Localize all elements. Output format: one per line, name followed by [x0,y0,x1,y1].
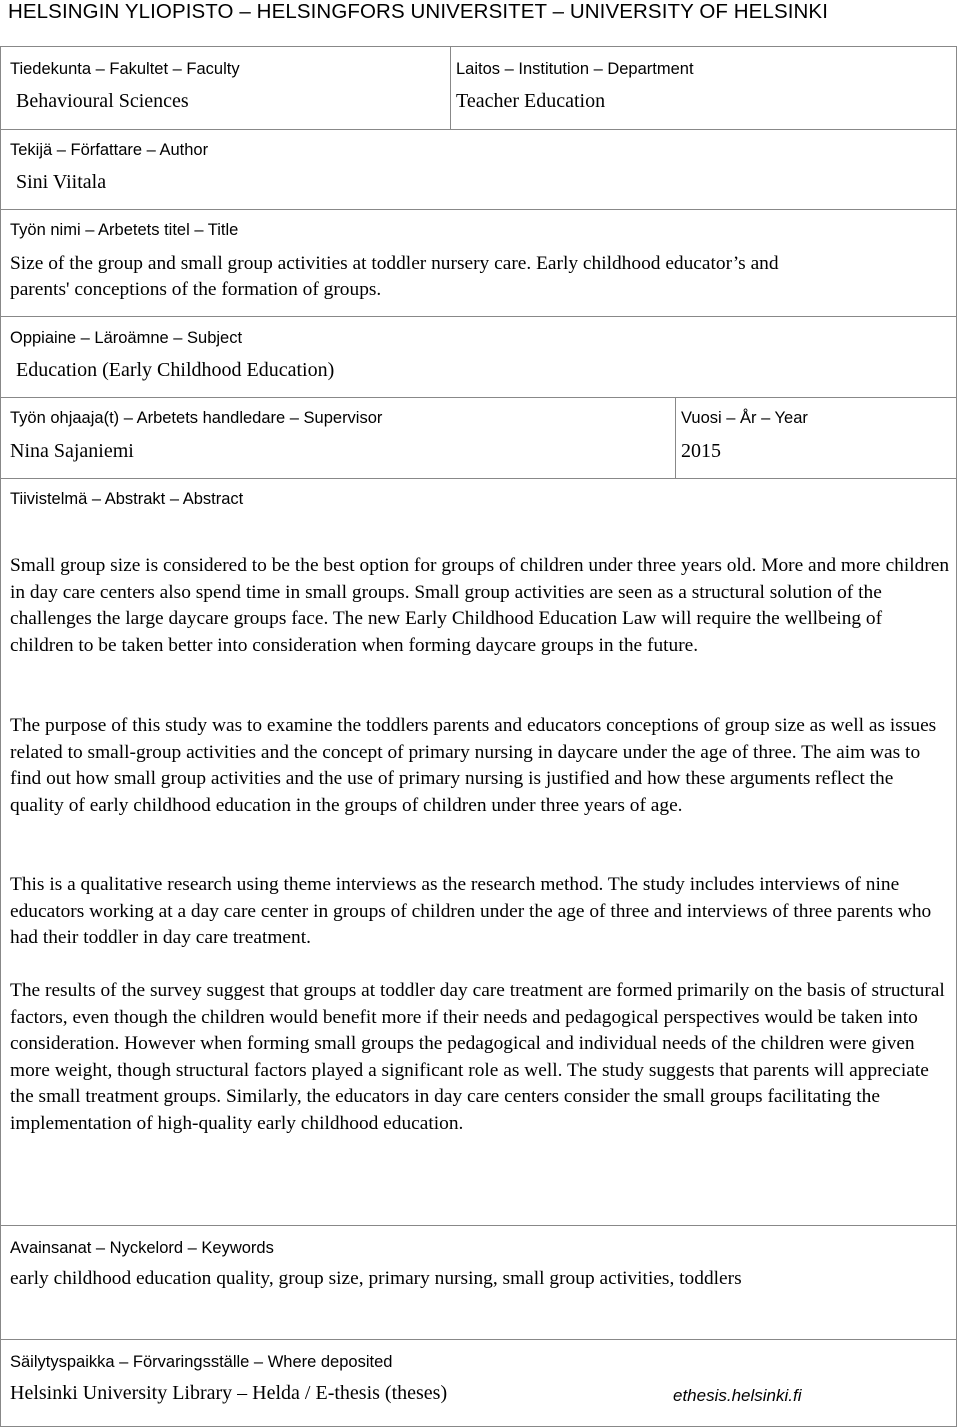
subject-label: Oppiaine – Läroämne – Subject [10,329,243,347]
deposited-value: Helsinki University Library – Helda / E-thesis (theses) [10,1382,448,1404]
supervisor-value: Nina Sajaniemi [10,440,134,462]
author-label: Tekijä – Författare – Author [10,141,209,159]
row-divider-6 [0,1225,957,1226]
faculty-value: Behavioural Sciences [16,90,189,112]
keywords-value: early childhood education quality, group size, primary nursing, small group activities, toddlers [10,1268,742,1289]
thesis-title-line-2: parents' conceptions of the formation of groups. [10,279,382,300]
year-label: Vuosi – År – Year [681,409,808,427]
supervisor-label: Työn ohjaaja(t) – Arbetets handledare – Supervisor [10,409,383,427]
keywords-label: Avainsanat – Nyckelord – Keywords [10,1239,274,1257]
abstract-label: Tiivistelmä – Abstrakt – Abstract [10,490,244,508]
abstract-paragraph-2: The purpose of this study was to examine the toddlers parents and educators conceptions of group size as well as issues related to small-group activities and the concept of primary nursing in daycare under the age of three. The aim was to find out how small group activities and the use of primary nursing is justified and how these arguments reflect the quality of early childhood education in the groups of children under three years of age. [10,715,937,816]
deposited-label: Säilytyspaikka – Förvaringsställe – Where deposited [10,1353,393,1371]
author-value: Sini Viitala [16,171,107,193]
department-value: Teacher Education [456,90,606,112]
year-value: 2015 [681,440,721,462]
abstract-paragraph-1: Small group size is considered to be the best option for groups of children under three years old. More and more children in day care centers also spend time in small groups. Small group activities are seen as a structural solution of the challenges the large daycare groups face. The new Early Childhood Education Law will require the wellbeing of children to be taken better into consideration when forming daycare groups in the future. [10,555,950,656]
supervisor-year-divider [675,397,676,479]
department-label: Laitos – Institution – Department [456,60,694,78]
deposited-url: ethesis.helsinki.fi [673,1386,802,1405]
title-label: Työn nimi – Arbetets titel – Title [10,221,239,239]
abstract-paragraph-4: The results of the survey suggest that groups at toddler day care treatment are formed primarily on the basis of structural factors, even though the children would benefit more if their needs and pedagogical perspectives would be taken into consideration. However when forming small groups the pedagogical and individual needs of the children were given more weight, though structural factors played a significant role as well. The study suggests that parents will appreciate the small treatment groups. Similarly, the educators in day care centers consider the small groups facilitating the implementation of high-quality early childhood education. [10,980,945,1134]
abstract-paragraph-3: This is a qualitative research using theme interviews as the research method. The study includes interviews of nine educators working at a day care center in groups of children under the age of three and interviews of three parents who had their toddler in day care treatment. [10,874,932,949]
faculty-label: Tiedekunta – Fakultet – Faculty [10,60,240,78]
row-divider-5 [0,478,957,479]
row-divider-4 [0,397,957,398]
row-divider-2 [0,209,957,210]
row-divider-3 [0,316,957,317]
row-divider-1 [0,129,957,130]
university-header: HELSINGIN YLIOPISTO – HELSINGFORS UNIVERSITET – UNIVERSITY OF HELSINKI [8,0,829,23]
thesis-title-line-1: Size of the group and small group activities at toddler nursery care. Early childhood educator’s and [10,253,779,274]
row-divider-7 [0,1339,957,1340]
faculty-department-divider [450,46,451,130]
subject-value: Education (Early Childhood Education) [16,359,335,381]
